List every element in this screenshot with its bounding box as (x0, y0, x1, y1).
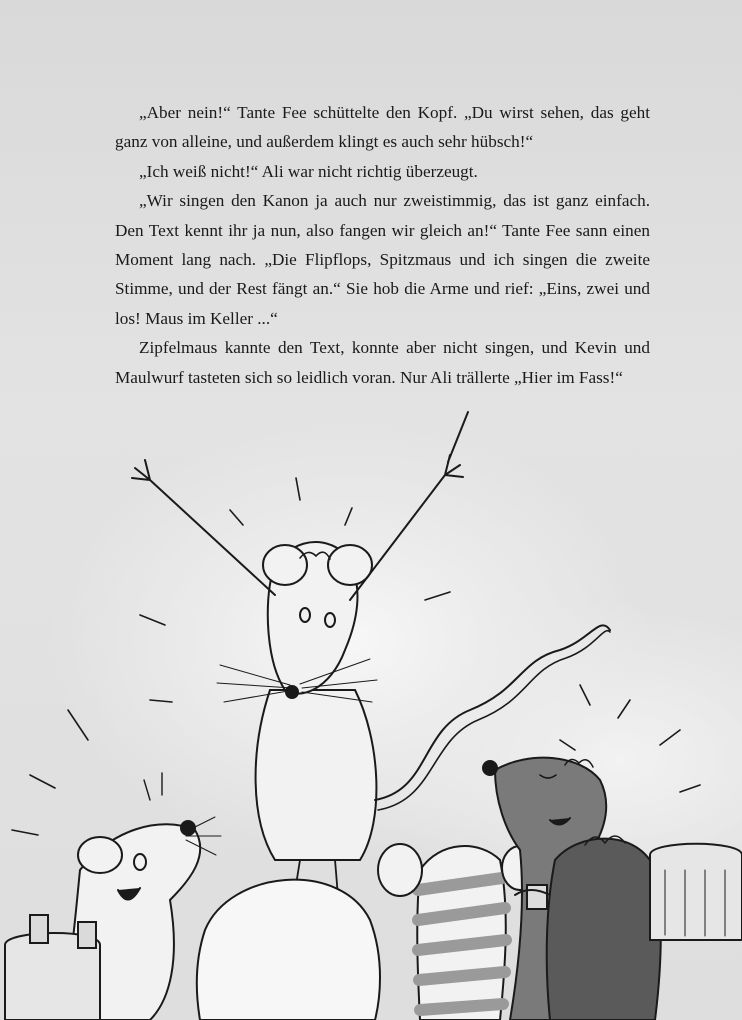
story-text (115, 98, 650, 392)
mice-singing-illustration (0, 400, 742, 1020)
paragraph: „Ich weiß nicht!“ Ali war nicht richtig überzeugt. (139, 161, 478, 181)
mouse-back-center (197, 880, 380, 1020)
paragraph: Zipfelmaus kannte den Text, konnte aber nicht singen, und Kevin und Maulwurf tasteten sich so leidlich voran. Nur Ali trällerte „Hier im Fass!“ (115, 338, 650, 387)
background-table-left (5, 915, 100, 1020)
paragraph: „Wir singen den Kanon ja auch nur zweistimmig, das ist ganz einfach. Den Text kennt ihr ja nun, also fangen wir gleich an!“ Tante Fee sann einen Moment lang nach. „Die Flipflops, Spitzmaus und ich singen die zweite Stimme, und der Rest fängt an.“ Sie hob die Arme und rief: „Eins, zwei und los! Maus im Keller ...“ (115, 191, 650, 328)
paragraph: „Aber nein!“ Tante Fee schüttelte den Kopf. „Du wirst sehen, das geht ganz von alleine, und außerdem klingt es auch sehr hübsch!“ (115, 103, 650, 152)
dark-furry-figure (547, 836, 661, 1020)
background-table-right (650, 844, 742, 940)
